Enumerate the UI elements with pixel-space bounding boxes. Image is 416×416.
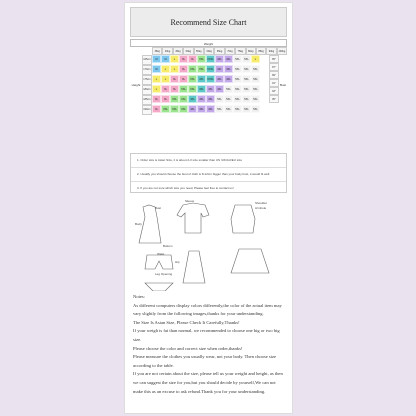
bust-cell: 89" [269,71,279,79]
size-cell: L [152,85,161,93]
size-cell: 5XL [251,95,260,103]
size-cell: 3XL [188,95,197,103]
height-cell: 170cm [142,65,152,75]
size-cell: M [152,55,161,63]
size-cell: 5XL [251,85,260,93]
size-notes-box [130,153,287,193]
size-cell: M [152,65,161,73]
size-note: 2. Usually you should choose the bust of cloth is 8-12cm bigger than your body bust, it would fit well [131,168,286,182]
size-cell: XXL [179,105,188,113]
size-cell: XL [170,85,179,93]
size-cell: 3XL [197,85,206,93]
size-cell: XXL [188,65,197,73]
note-paragraph: As different computers display colors differently,the color of the actual item may vary slightly from the following images,thanks for your understanding. [133,302,282,317]
bottom-diagram-label: Bottom [163,244,173,248]
weight-cell: 70kg [225,47,235,55]
bust-label: Bust [279,83,286,87]
size-cell: 5XL [242,105,251,113]
size-cell: XXXL [206,55,215,63]
dress2-sketch [183,251,205,283]
size-cell: 4XL [215,75,224,83]
size-cell: XXL [197,55,206,63]
weight-cell: 35kg [152,47,162,55]
weight-cell: 80kg [246,47,256,55]
size-cell: L [251,55,260,63]
size-cell: 5XL [215,95,224,103]
size-cell: 5XL [233,85,242,93]
note-paragraph: Please choose the color and correct size when order,thanks! [133,345,243,351]
size-cell: 5XL [242,85,251,93]
size-cell: XXL [179,95,188,103]
size-cell: 4XL [215,65,224,73]
size-cell: 5XL [233,55,242,63]
size-cell: 4XL [215,85,224,93]
size-cell: 5XL [224,95,233,103]
weight-cell: 55kg [194,47,204,55]
dress-sketch [139,205,161,243]
shoulder-diagram-label: Shoulder [255,201,268,205]
size-cell: 4XL [188,105,197,113]
shirt-sketch [177,203,209,233]
size-cell: 5XL [251,75,260,83]
waist-diagram-label: Waist [157,252,165,256]
shorts-sketch [145,255,173,269]
hip-diagram-label: Hip [175,260,180,264]
size-cell: XL [152,95,161,103]
size-cell: 4XL [224,55,233,63]
size-cell [260,65,269,73]
title-text: Recommend Size Chart [170,17,247,27]
size-cell: 5XL [233,95,242,103]
height-cell: 165cm [142,55,152,65]
size-note: 3. If you are not sure which size you need, Please feel free to contact us! [137,186,234,190]
note-paragraph: Notes: [133,294,145,299]
height-label: Height [131,83,141,87]
size-cell: XXL [188,85,197,93]
note-paragraph: If you are not certain about the size, please tell us your weight and height, as then we can suggest the size for you,but you should decide by yourself,We can not make this as an excuse to ask refund.Thank you for your understanding. [133,371,283,394]
weight-cell: 65kg [214,47,224,55]
bust-cell: 87" [269,63,279,71]
product-detail-page [124,2,293,414]
size-cell: L [170,55,179,63]
size-cell: XL [179,65,188,73]
height-column [142,55,152,115]
body-diagram-label: Body [135,222,142,226]
note-paragraph: Please measure the clothes you usually wear, not your body. Then choose size according to the table. [133,354,277,368]
weight-cell: 50kg [183,47,193,55]
note-paragraph: The Size Is Asian Size, Please Check It Carefully,Thanks! [133,319,240,325]
weight-cell: 60kg [204,47,214,55]
height-cell: 190cm [142,105,152,115]
bust-column [269,55,279,115]
size-chart-title [130,7,287,37]
size-cell [260,105,269,113]
size-cell: XXL [179,85,188,93]
size-cell: XL [161,85,170,93]
bust-cell: 95" [269,95,279,103]
size-cell: XXL [188,75,197,83]
size-cell: XL [170,75,179,83]
size-cell: 4XL [224,75,233,83]
size-cell: XL [161,95,170,103]
skirt-sketch [231,249,269,273]
size-cell: 5XL [233,65,242,73]
armhole-diagram-label: Armhole [255,206,267,210]
weight-cell: 100kg [277,47,287,55]
size-cell [260,85,269,93]
size-cell: 5XL [251,105,260,113]
size-cell: 3XL [197,75,206,83]
size-cell: XXXL [206,75,215,83]
size-cell: XXXL [206,65,215,73]
size-cell: 4XL [206,105,215,113]
size-cell: XL [179,75,188,83]
size-cell [260,55,269,63]
top-sketch [231,205,255,233]
size-cell: L [161,65,170,73]
bust-cell: 91" [269,79,279,87]
notes-section [133,293,285,396]
height-cell: 180cm [142,85,152,95]
size-cell: XL [179,55,188,63]
size-cell: XXL [161,105,170,113]
size-cell: 4XL [206,95,215,103]
size-chart-table [130,39,287,115]
size-cell: 5XL [242,65,251,73]
bust-diagram-label: Bust [155,206,162,210]
size-cell: 5XL [242,95,251,103]
sleeve-diagram-label: Sleeve [185,199,195,203]
weight-cell: 75kg [235,47,245,55]
size-cell [260,95,269,103]
size-cell: L [152,75,161,83]
weight-cell: 85kg [256,47,266,55]
bust-cell: 93" [269,87,279,95]
size-cell: 5XL [224,85,233,93]
height-cell: 175cm [142,75,152,85]
weight-row [152,47,287,55]
size-cell: L [170,65,179,73]
size-cell: M [161,55,170,63]
size-cell: 5XL [233,105,242,113]
size-cell: 4XL [224,65,233,73]
brief-sketch [145,283,173,291]
size-cell: 5XL [215,105,224,113]
size-cell: 5XL [242,75,251,83]
note-paragraph: If your weigh is fat than normal, we recommended to choose one big or two big size. [133,328,280,342]
size-cells [152,55,269,115]
size-cell: 5XL [233,75,242,83]
bust-cell: 85" [269,55,279,63]
measurement-diagram [135,199,285,291]
size-cell: XL [152,105,161,113]
weight-cell: 40kg [162,47,172,55]
size-cell: XXL [170,105,179,113]
size-cell: L [161,75,170,83]
size-cell: XXL [197,65,206,73]
size-cell: 5XL [242,55,251,63]
size-grid [130,55,287,115]
height-cell: 185cm [142,95,152,105]
size-cell: 5XL [224,105,233,113]
size-note: 1. Order size is Asian Size, it is about 2-3 size smaller than US /UK/AU/EU size [131,154,286,168]
size-cell: XXL [170,95,179,103]
weight-cell: 45kg [173,47,183,55]
leg-opening-diagram-label: Leg Opening [155,272,173,276]
size-cell: 4XL [197,95,206,103]
size-cell: 4XL [197,105,206,113]
size-cell [260,75,269,83]
weight-cell: 90kg [266,47,276,55]
size-cell: XL [188,55,197,63]
size-cell: 5XL [251,65,260,73]
weight-header: Weight [130,39,287,47]
size-cell: 4XL [215,55,224,63]
size-cell: 4XL [206,85,215,93]
